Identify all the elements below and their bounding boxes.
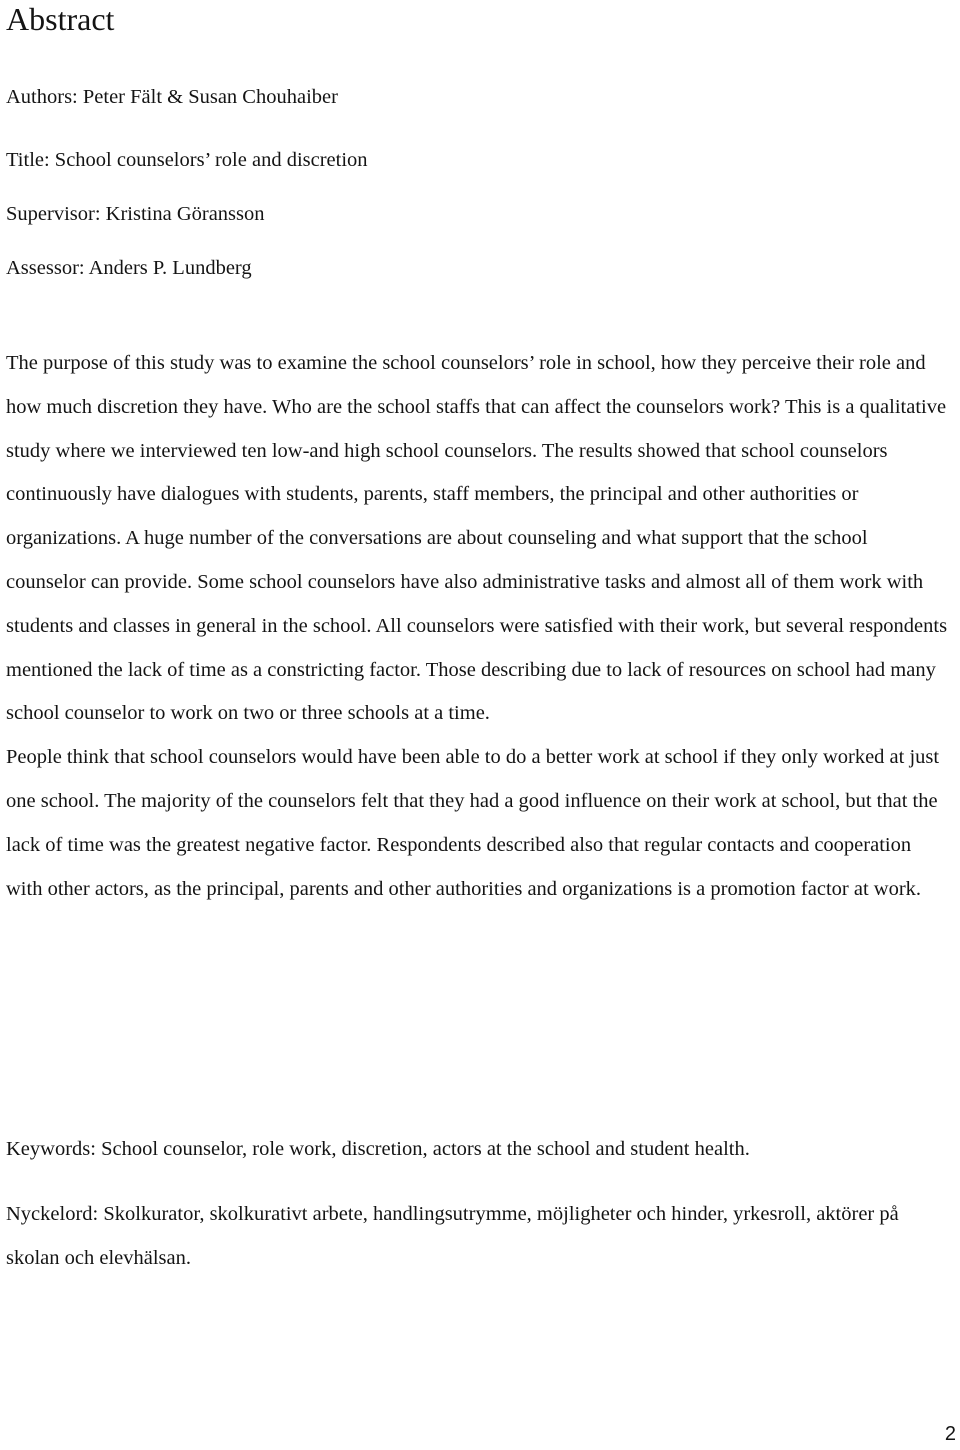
page-heading: Abstract <box>6 1 115 37</box>
abstract-body <box>6 342 951 911</box>
page-number: 2 <box>944 1423 956 1445</box>
keywords-line: Keywords: School counselor, role work, discretion, actors at the school and student health. <box>6 1138 750 1160</box>
assessor-line: Assessor: Anders P. Lundberg <box>6 257 252 279</box>
title-line: Title: School counselors’ role and discretion <box>6 149 368 171</box>
abstract-paragraph-2: People think that school counselors would have been able to do a better work at school if they only worked at just one school. The majority of the counselors felt that they had a good influence on their work at school, but that the lack of time was the greatest negative factor. Respondents described also that regular contacts and cooperation with other actors, as the principal, parents and other authorities and organizations is a promotion factor at work. <box>6 746 940 900</box>
authors-line: Authors: Peter Fält & Susan Chouhaiber <box>6 86 338 108</box>
abstract-paragraph-1: The purpose of this study was to examine the school counselors’ role in school, how they perceive their role and how much discretion they have. Who are the school staffs that can affect the counselors work? This is a qualitative study where we interviewed ten low-and high school counselors. The results showed that school counselors continuously have dialogues with students, parents, staff members, the principal and other authorities or organizations. A huge number of the conversations are about counseling and what support that the school counselor can provide. Some school counselors have also administrative tasks and almost all of them work with students and classes in general in the school. All counselors were satisfied with their work, but several respondents mentioned the lack of time as a constricting factor. Those describing due to lack of resources on school had many school counselor to work on two or three schools at a time. <box>6 352 948 725</box>
supervisor-line: Supervisor: Kristina Göransson <box>6 203 265 225</box>
nyckelord-line: Nyckelord: Skolkurator, skolkurativt arbete, handlingsutrymme, möjligheter och hinder, yrkesroll, aktörer på skolan och elevhälsan. <box>6 1203 899 1269</box>
